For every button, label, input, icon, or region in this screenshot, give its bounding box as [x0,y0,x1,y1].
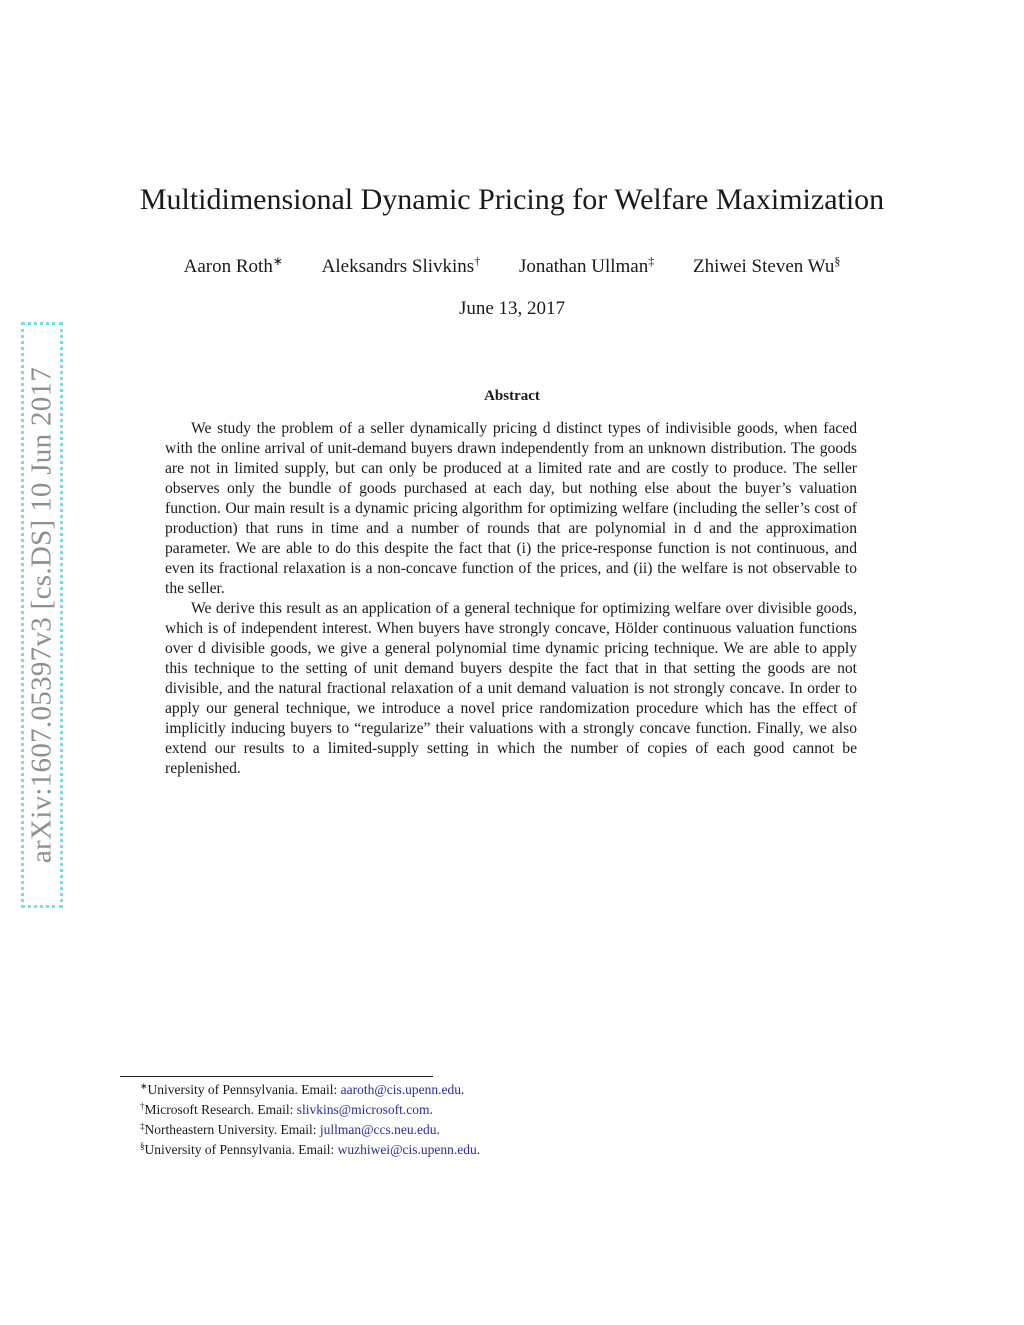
author-footnote-mark: † [474,254,481,268]
email-link[interactable]: slivkins@microsoft.com [296,1102,430,1117]
abstract-paragraph-2: We derive this result as an application of a general technique for optimizing welfare over divisible goods, which is of independent interest. When buyers have strongly concave, Hölder continuous valuation functions over d divisible goods, we give a general polynomial time dynamic pricing technique. We are able to apply this technique to the setting of unit demand buyers despite the fact that in that setting the goods are not divisible, and the natural fractional relaxation of a unit demand valuation is not strongly concave. In order to apply our general technique, we introduce a novel price randomization procedure which has the effect of implicitly inducing buyers to “regularize” their valuations with a strongly concave function. Finally, we also extend our results to a limited-supply setting in which the number of copies of each good cannot be replenished. [165,600,857,777]
footnote-period: . [461,1082,465,1097]
arxiv-identifier: arXiv:1607.05397v3 [cs.DS] 10 Jun 2017 [25,366,58,864]
author-name: Aleksandrs Slivkins [321,256,475,277]
email-link[interactable]: aaroth@cis.upenn.edu [340,1082,462,1097]
abstract-body [165,419,857,779]
author-name: Zhiwei Steven Wu [692,256,835,277]
author-3 [519,256,654,278]
footnote-2 [140,1100,480,1120]
author-4 [693,256,840,278]
email-link[interactable]: jullman@ccs.neu.edu [319,1122,437,1137]
author-name: Aaron Roth [183,256,273,277]
author-2 [322,256,481,278]
author-list [0,256,1024,278]
footnote-affiliation: Microsoft Research. Email: [144,1102,297,1117]
email-link[interactable]: wuzhiwei@cis.upenn.edu [337,1142,477,1157]
author-footnote-mark: § [834,254,841,268]
footnote-period: . [436,1122,440,1137]
footnote-4 [140,1140,480,1160]
abstract-paragraph-1: We study the problem of a seller dynamically pricing d distinct types of indivisible goods, when faced with the online arrival of unit-demand buyers drawn independently from an unknown distribution. The goods are not in limited supply, but can only be produced at a limited rate and are costly to produce. The seller observes only the bundle of goods purchased at each day, but nothing else about the buyer’s valuation function. Our main result is a dynamic pricing algorithm for optimizing welfare (including the seller’s cost of production) that runs in time and a number of rounds that are polynomial in d and the approximation parameter. We are able to do this despite the fact that (i) the price-response function is not continuous, and even its fractional relaxation is a non-concave function of the prices, and (ii) the welfare is not observable to the seller. [165,420,857,597]
footnote-affiliation: University of Pennsylvania. Email: [144,1142,338,1157]
footnote-affiliation: Northeastern University. Email: [144,1122,320,1137]
abstract-heading: Abstract [484,388,540,404]
footnotes [140,1080,480,1160]
paper-date: June 13, 2017 [458,298,566,319]
author-name: Jonathan Ullman [518,256,649,277]
footnote-divider [120,1076,433,1077]
footnote-mark: § [140,1141,145,1151]
footnote-affiliation: University of Pennsylvania. Email: [147,1082,341,1097]
footnote-mark: ∗ [140,1081,148,1091]
footnote-mark: † [140,1101,145,1111]
footnote-3 [140,1120,480,1140]
footnote-mark: ‡ [140,1121,145,1131]
author-1 [184,256,283,278]
arxiv-stamp [21,322,63,908]
author-footnote-mark: ∗ [272,254,283,268]
footnote-period: . [476,1142,481,1157]
footnote-period: . [429,1102,433,1117]
author-footnote-mark: ‡ [648,254,655,268]
paper-title: Multidimensional Dynamic Pricing for Welfare Maximization [139,183,885,216]
footnote-1 [140,1080,480,1100]
